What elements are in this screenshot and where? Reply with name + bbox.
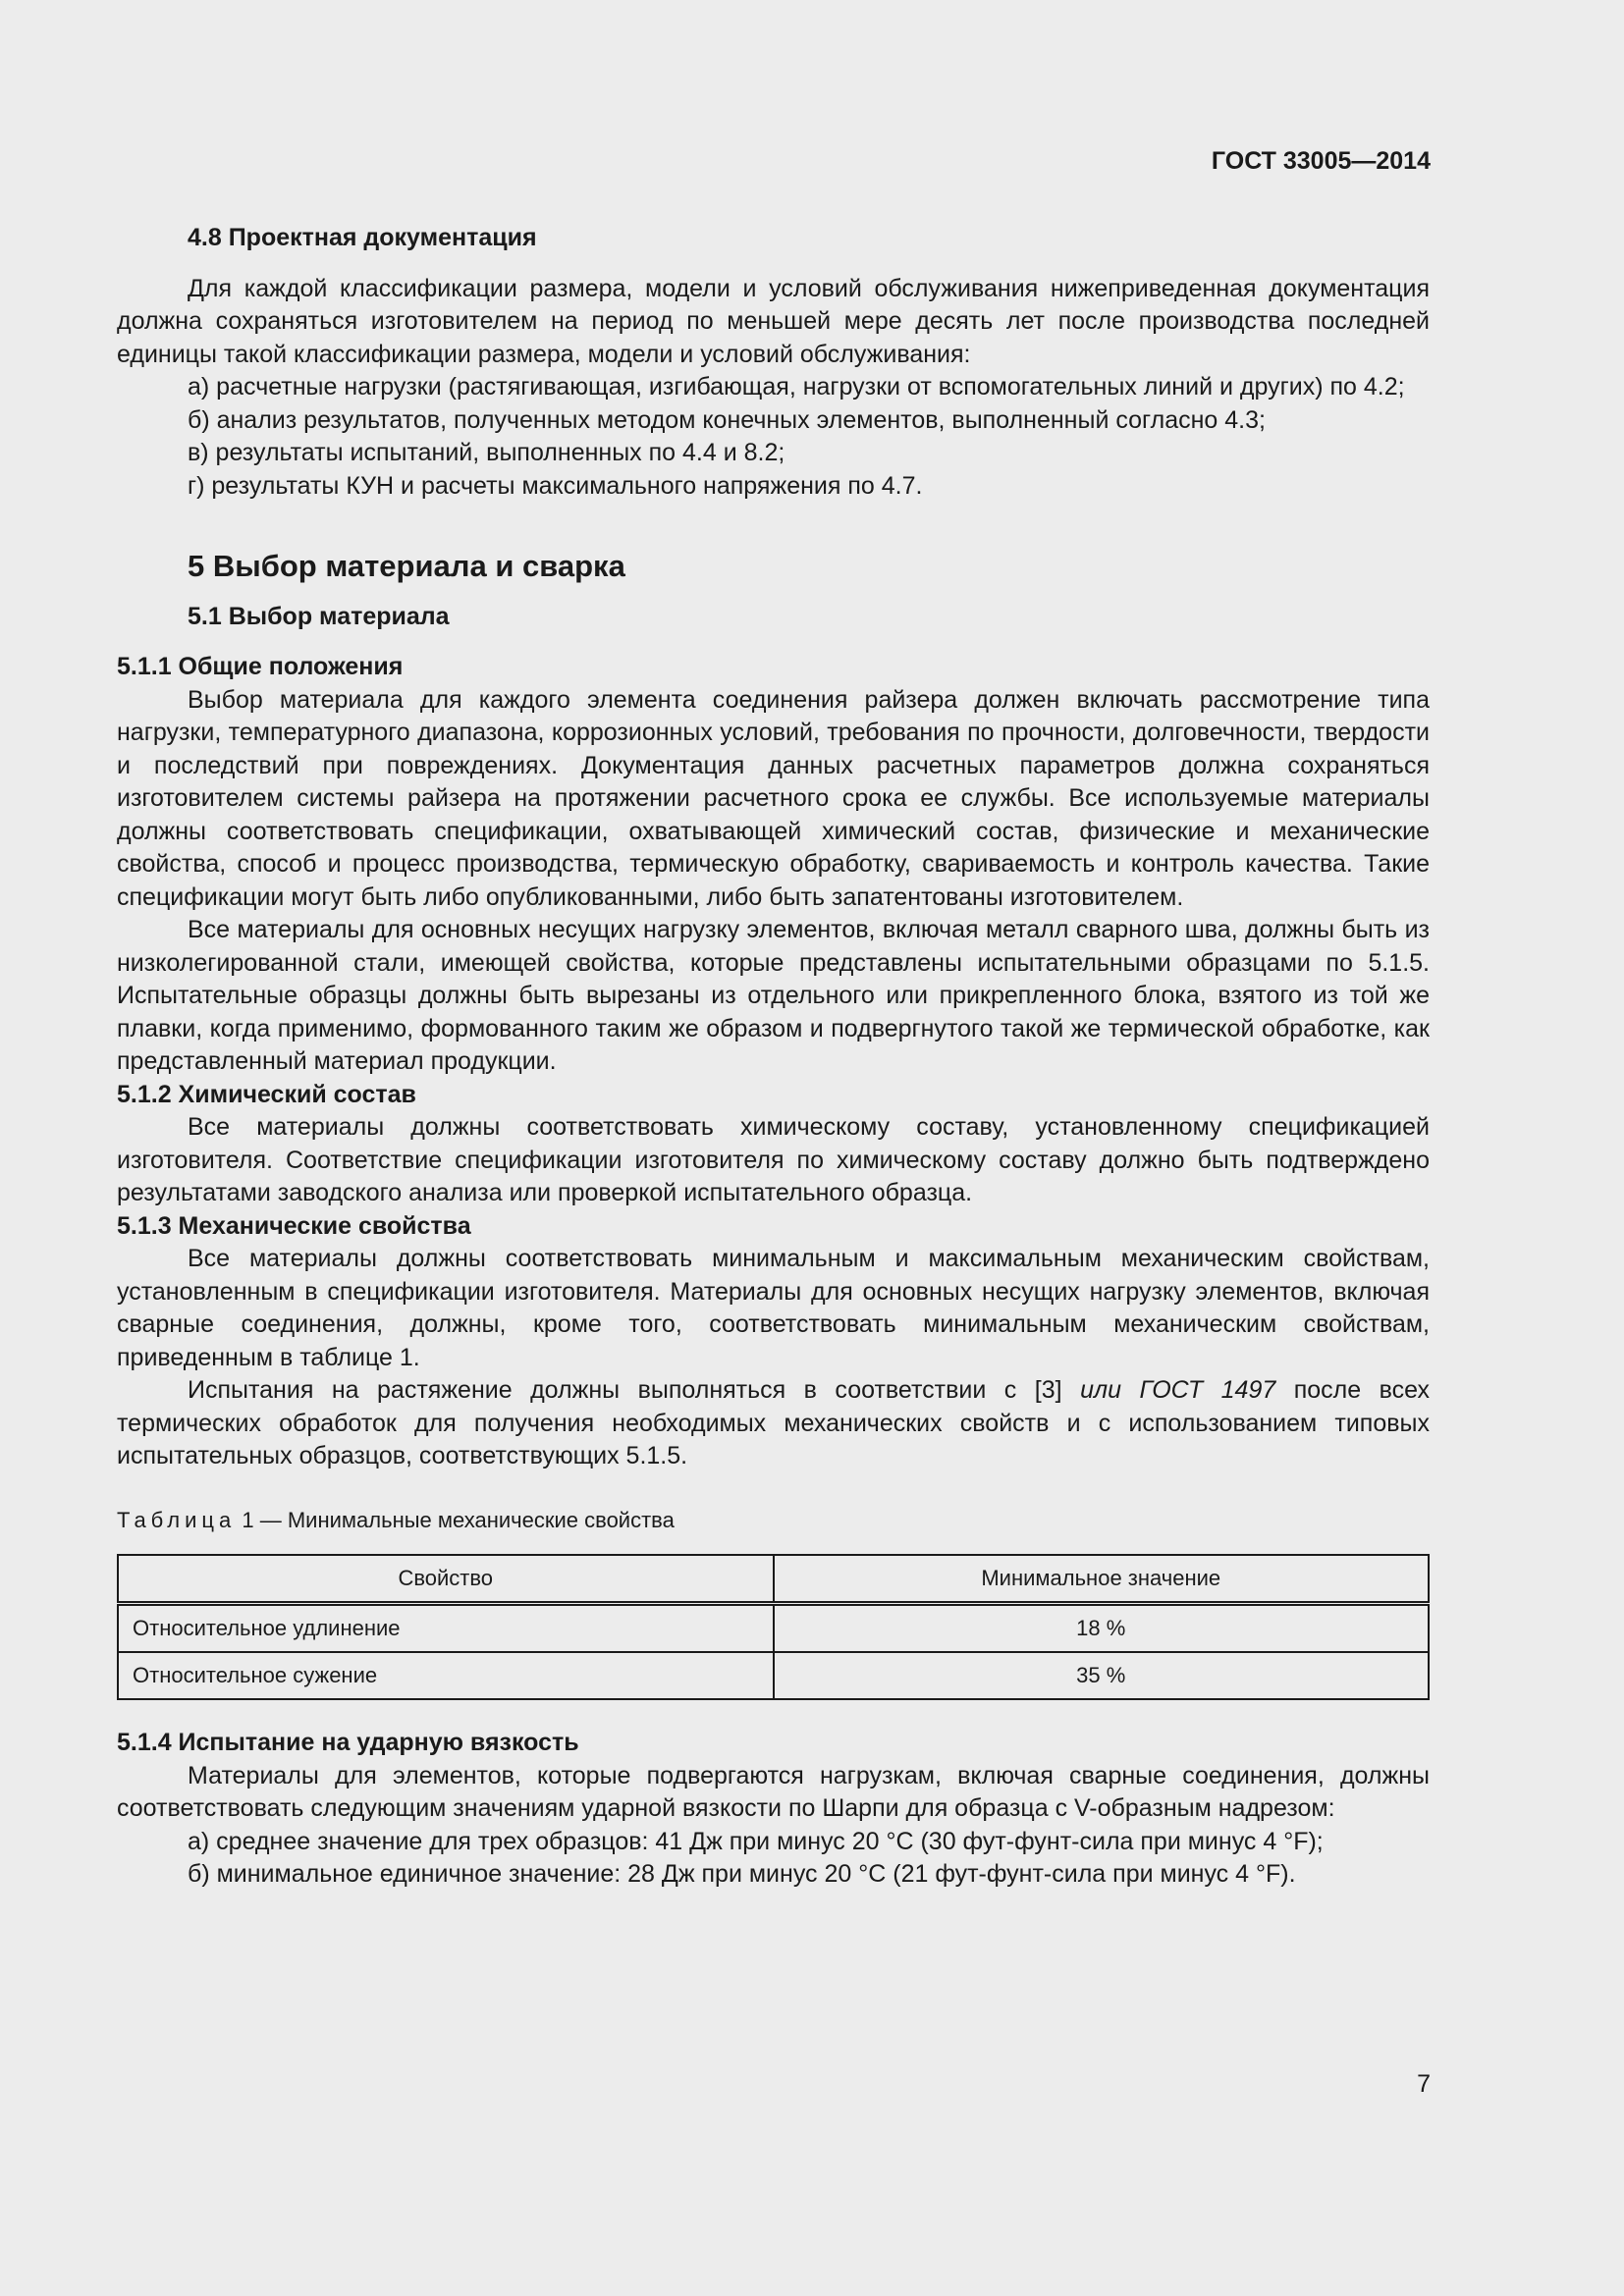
section-5-heading: 5 Выбор материала и сварка <box>188 549 625 583</box>
table-cell: 35 % <box>774 1652 1430 1699</box>
list-item: а) расчетные нагрузки (растягивающая, изгибающая, нагрузки от вспомогательных линий и других) по 4.2; <box>188 373 1405 400</box>
standard-reference: или ГОСТ 1497 <box>1080 1376 1276 1404</box>
list-item: б) анализ результатов, полученных методом конечных элементов, выполненный согласно 4.3; <box>188 405 1266 434</box>
section-5-1-3-heading: 5.1.3 Механические свойства <box>117 1211 471 1240</box>
table-caption <box>117 1504 1430 1537</box>
section-5-1-4-heading: 5.1.4 Испытание на ударную вязкость <box>117 1729 579 1756</box>
table-header-row <box>118 1555 1429 1604</box>
paragraph: Выбор материала для каждого элемента соединения райзера должен включать рассмотрение типа нагрузки, температурного диапазона, коррозионных условий, требования по прочности, долговечности, твердости и последствий при повреждениях. Документация данных расчетных параметров должна сохраняться изготовителем системы райзера на протяжении расчетного срока ее службы. Все используемые материалы должны соответствовать спецификации, охватывающей химический состав, физические и механические свойства, способ и процесс производства, термическую обработку, свариваемость и контроль качества. Такие спецификации могут быть либо опубликованными, либо быть запатентованы изготовителем. <box>117 685 1430 911</box>
section-4-8-heading: 4.8 Проектная документация <box>188 224 537 251</box>
properties-table <box>117 1554 1430 1700</box>
standard-code: ГОСТ 33005—2014 <box>1211 147 1431 175</box>
text-run: после всех термических обработок для получения необходимых механических свойств и с использованием типовых испытательных образцов, соответствующих 5.1.5. <box>117 1376 1431 1469</box>
column-header: Свойство <box>118 1555 774 1604</box>
section-5-1-1-heading: 5.1.1 Общие положения <box>117 653 404 680</box>
table-row <box>118 1652 1429 1699</box>
list-item: в) результаты испытаний, выполненных по 4.4 и 8.2; <box>188 439 785 466</box>
section-5-1-heading: 5.1 Выбор материала <box>188 602 450 630</box>
section-4-8-intro: Для каждой классификации размера, модели и условий обслуживания нижеприведенная документация должна сохраняться изготовителем на период по меньшей мере десять лет после производства последней единицы такой классификации размера, модели и условий обслуживания: <box>117 274 1430 368</box>
paragraph: Материалы для элементов, которые подвергаются нагрузкам, включая сварные соединения, должны соответствовать следующим значениям ударной вязкости по Шарпи для образца с V-образным надрезом: <box>117 1761 1430 1822</box>
paragraph <box>117 1374 1430 1473</box>
paragraph: Все материалы должны соответствовать минимальным и максимальным механическим свойствам, установленным в спецификации изготовителя. Материалы для основных несущих нагрузку элементов, включая сварные соединения, должны, кроме того, соответствовать минимальным механическим свойствам, приведенным в таблице 1. <box>117 1245 1430 1371</box>
table-caption-label: Таблица <box>117 1507 237 1532</box>
page-number: 7 <box>1417 2070 1431 2098</box>
table-row <box>118 1604 1429 1653</box>
paragraph: Все материалы для основных несущих нагрузку элементов, включая металл сварного шва, должны быть из низколегированной стали, имеющей свойства, которые представлены испытательными образцами по 5.1.5. Испытательные образцы должны быть вырезаны из отдельного или прикрепленного блока, взятого из той же плавки, когда применимо, формованного таким же образом и подвергнутого такой же термической обработке, как представленный материал продукции. <box>117 916 1430 1075</box>
list-item: б) минимальное единичное значение: 28 Дж при минус 20 °С (21 фут-фунт-сила при минус 4 °F). <box>188 1860 1296 1888</box>
table-cell: Относительное удлинение <box>118 1604 774 1653</box>
column-header: Минимальное значение <box>774 1555 1430 1604</box>
table-caption-text: 1 — Минимальные механические свойства <box>242 1507 675 1532</box>
list-item: г) результаты КУН и расчеты максимального напряжения по 4.7. <box>188 471 923 500</box>
list-item: а) среднее значение для трех образцов: 41 Дж при минус 20 °С (30 фут-фунт-сила при минус 4 °F); <box>188 1827 1324 1855</box>
table-cell: 18 % <box>774 1604 1430 1653</box>
page-content <box>117 222 1430 1892</box>
paragraph: Все материалы должны соответствовать химическому составу, установленному спецификацией изготовителя. Соответствие спецификации изготовителя по химическому составу должно быть подтверждено результатами заводского анализа или проверкой испытательного образца. <box>117 1113 1430 1206</box>
table-cell: Относительное сужение <box>118 1652 774 1699</box>
section-5-1-2-heading: 5.1.2 Химический состав <box>117 1080 416 1108</box>
text-run: Испытания на растяжение должны выполняться в соответствии с [3] <box>188 1376 1081 1404</box>
